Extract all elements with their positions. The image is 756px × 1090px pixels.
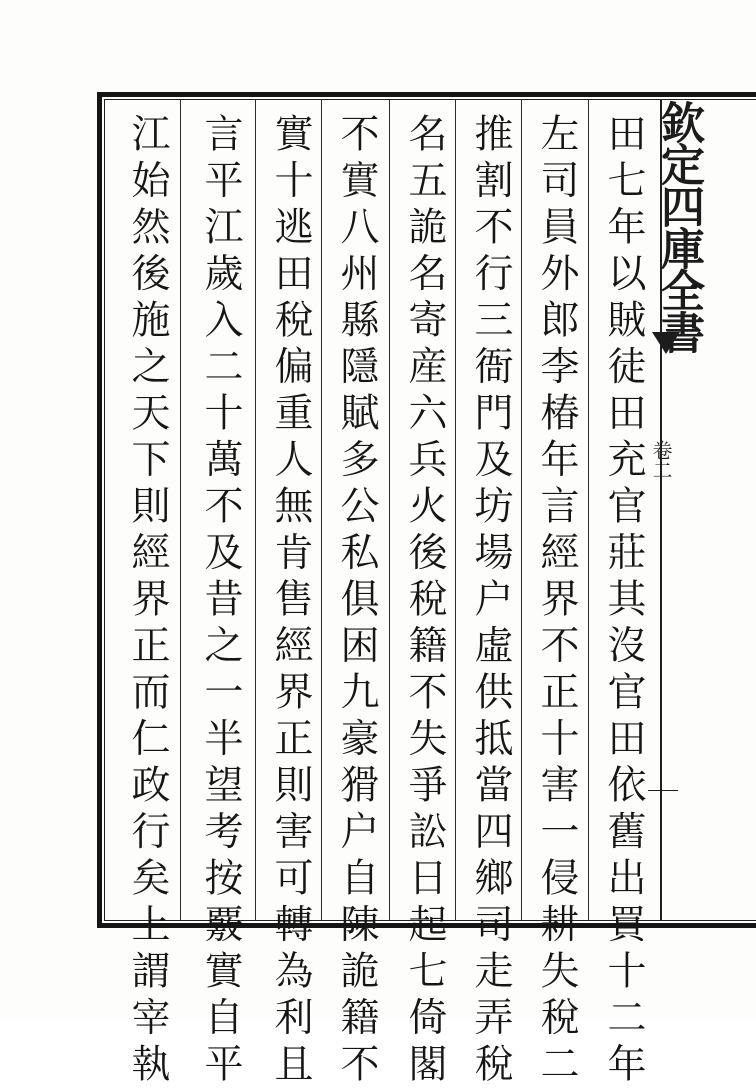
column-divider — [521, 100, 522, 920]
text-column-4: 名五詭名寄産六兵火後稅籍不失爭訟日起七倚閣 — [402, 113, 447, 1090]
column-divider — [255, 100, 256, 920]
text-column-6: 實十逃田稅偏重人無肯售經界正則害可轉為利且 — [268, 113, 313, 1090]
fishtail-mark — [652, 332, 680, 354]
text-column-5: 不實八州縣隱賦多公私俱困九豪猾户自陳詭籍不 — [334, 113, 379, 1090]
column-divider — [588, 100, 589, 920]
column-divider — [389, 100, 390, 920]
banxin-title: 欽定四庫全書 — [653, 100, 704, 352]
text-column-8: 江始然後施之天下則經界正而仁政行矣上謂宰執 — [125, 113, 170, 1090]
text-column-3: 推割不行三衙門及坊場户虛供抵當四鄉司走弄稅 — [468, 113, 513, 1090]
column-divider — [180, 100, 181, 920]
text-column-1: 田七年以賊徒田充官莊其沒官田依舊出買十二年 — [601, 113, 646, 1090]
text-column-7: 言平江歲入二十萬不及昔之一半望考按覈實自平 — [198, 113, 243, 1090]
column-divider — [321, 100, 322, 920]
column-divider — [455, 100, 456, 920]
banxin-volume: 卷二 — [649, 440, 673, 480]
text-column-2: 左司員外郎李椿年言經界不正十害一侵耕失稅二 — [534, 113, 579, 1090]
